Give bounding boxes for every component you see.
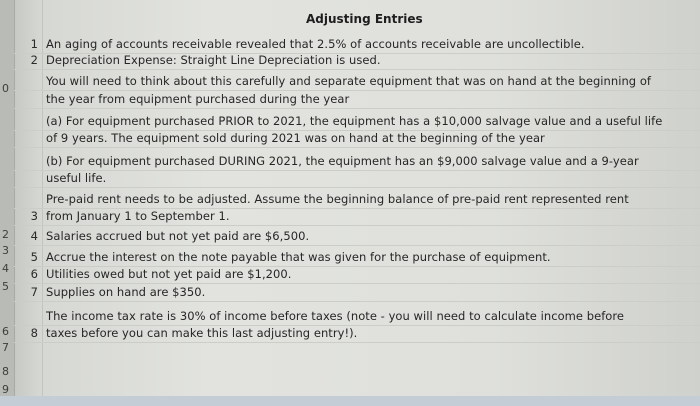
gutter-mark: 8 (2, 365, 9, 378)
item-text: of 9 years. The equipment sold during 2021 was on hand at the beginning of the year (46, 131, 545, 145)
gutter-mark: 7 (2, 341, 9, 354)
item-text: Supplies on hand are $350. (46, 285, 206, 299)
item-number: 5 (30, 250, 38, 264)
gutter-mark: 9 (2, 383, 9, 396)
item-number: 6 (30, 267, 38, 281)
row-header-gutter (0, 0, 15, 406)
gutter-mark: 2 (2, 228, 9, 241)
item-number: 3 (30, 209, 38, 223)
item-number: 7 (30, 285, 38, 299)
gutter-mark: 4 (2, 262, 9, 275)
item-number: 4 (30, 229, 38, 243)
item-text: useful life. (46, 171, 107, 185)
item-text: Utilities owed but not yet paid are $1,200. (46, 267, 292, 281)
item-text: Accrue the interest on the note payable that was given for the purchase of equipment. (46, 250, 551, 264)
item-text: the year from equipment purchased during the year (46, 92, 350, 106)
item-text: Depreciation Expense: Straight Line Depreciation is used. (46, 53, 381, 67)
item-text: The income tax rate is 30% of income before taxes (note - you will need to calculate income before (46, 309, 625, 323)
item-text: You will need to think about this carefully and separate equipment that was on hand at the beginning of (46, 74, 652, 88)
item-text: (b) For equipment purchased DURING 2021, the equipment has an $9,000 salvage value and a 9-year (46, 154, 639, 168)
gutter-mark: 5 (2, 280, 9, 293)
gutter-mark: 0 (2, 82, 9, 95)
list-item (14, 170, 700, 188)
item-number: 2 (30, 53, 38, 67)
item-text: An aging of accounts receivable revealed that 2.5% of accounts receivable are uncollectible. (46, 37, 585, 51)
item-text: taxes before you can make this last adjusting entry!). (46, 326, 358, 340)
item-number: 1 (30, 37, 38, 51)
bottom-band (0, 396, 700, 406)
item-text: Pre-paid rent needs to be adjusted. Assume the beginning balance of pre-paid rent represented rent (46, 192, 629, 206)
gutter-mark: 6 (2, 325, 9, 338)
item-text: Salaries accrued but not yet paid are $6,500. (46, 229, 310, 243)
item-text: from January 1 to September 1. (46, 209, 230, 223)
gutter-mark: 3 (2, 244, 9, 257)
item-text: (a) For equipment purchased PRIOR to 2021, the equipment has a $10,000 salvage value and a useful life (46, 114, 663, 128)
item-number: 8 (30, 326, 38, 340)
page-title: Adjusting Entries (306, 12, 423, 26)
